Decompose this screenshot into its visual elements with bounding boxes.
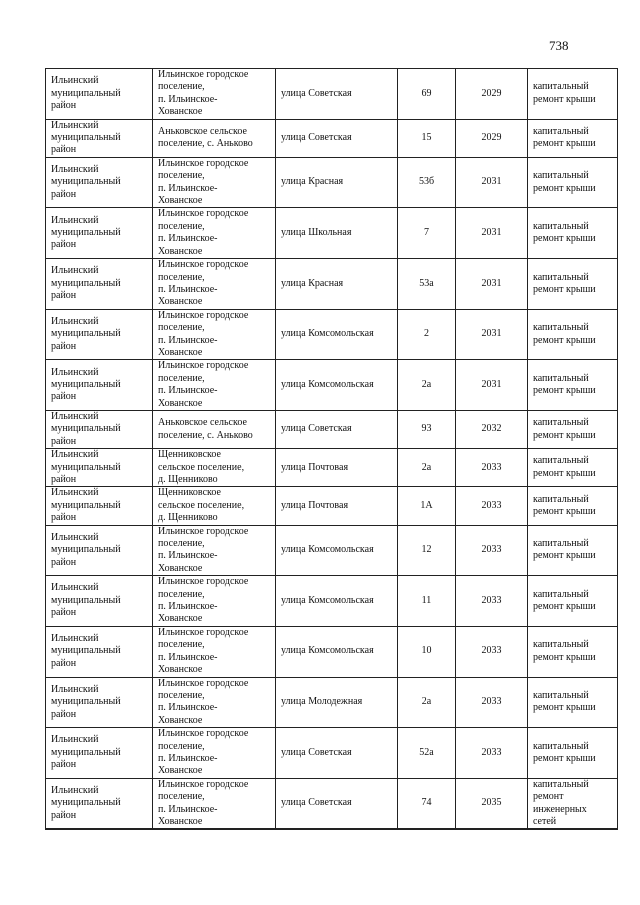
work-type-cell: капитальный ремонт крыши	[528, 728, 618, 779]
year-cell: 2032	[456, 410, 528, 448]
year-cell: 2031	[456, 259, 528, 310]
table-row	[46, 259, 618, 310]
house-number-cell: 12	[398, 525, 456, 576]
year-cell: 2033	[456, 626, 528, 677]
district-cell: Ильинский муниципальный район	[46, 259, 153, 310]
work-type-cell: капитальный ремонт крыши	[528, 449, 618, 487]
work-type-cell: капитальный ремонт крыши	[528, 487, 618, 525]
district-cell: Ильинский муниципальный район	[46, 778, 153, 829]
settlement-cell: Ильинское городское поселение, п. Ильинское- Хованское	[153, 576, 276, 627]
settlement-cell: Ильинское городское поселение, п. Ильинское- Хованское	[153, 69, 276, 120]
settlement-cell: Ильинское городское поселение, п. Ильинское- Хованское	[153, 157, 276, 208]
house-number-cell: 2а	[398, 449, 456, 487]
house-number-cell: 1А	[398, 487, 456, 525]
work-type-cell: капитальный ремонт крыши	[528, 626, 618, 677]
street-cell: улица Молодежная	[276, 677, 398, 728]
work-type-cell: капитальный ремонт крыши	[528, 69, 618, 120]
year-cell: 2031	[456, 208, 528, 259]
house-number-cell: 93	[398, 410, 456, 448]
district-cell: Ильинский муниципальный район	[46, 576, 153, 627]
table-row	[46, 309, 618, 360]
year-cell: 2029	[456, 119, 528, 157]
table-row	[46, 208, 618, 259]
table-row	[46, 410, 618, 448]
district-cell: Ильинский муниципальный район	[46, 69, 153, 120]
year-cell: 2035	[456, 778, 528, 829]
table-row	[46, 119, 618, 157]
house-number-cell: 11	[398, 576, 456, 627]
settlement-cell: Щенниковское сельское поселение, д. Щенниково	[153, 449, 276, 487]
year-cell: 2033	[456, 449, 528, 487]
street-cell: улица Комсомольская	[276, 360, 398, 411]
table-row	[46, 677, 618, 728]
work-type-cell: капитальный ремонт крыши	[528, 576, 618, 627]
settlement-cell: Ильинское городское поселение, п. Ильинское- Хованское	[153, 525, 276, 576]
year-cell: 2033	[456, 677, 528, 728]
street-cell: улица Комсомольская	[276, 576, 398, 627]
district-cell: Ильинский муниципальный район	[46, 309, 153, 360]
work-type-cell: капитальный ремонт крыши	[528, 259, 618, 310]
settlement-cell: Аньковское сельское поселение, с. Аньково	[153, 119, 276, 157]
table-body	[46, 69, 618, 830]
repair-schedule-table	[45, 68, 618, 830]
page-number: 738	[549, 38, 569, 53]
house-number-cell: 10	[398, 626, 456, 677]
house-number-cell: 74	[398, 778, 456, 829]
year-cell: 2033	[456, 576, 528, 627]
district-cell: Ильинский муниципальный район	[46, 360, 153, 411]
year-cell: 2033	[456, 728, 528, 779]
year-cell: 2031	[456, 309, 528, 360]
district-cell: Ильинский муниципальный район	[46, 449, 153, 487]
district-cell: Ильинский муниципальный район	[46, 677, 153, 728]
year-cell: 2033	[456, 487, 528, 525]
settlement-cell: Ильинское городское поселение, п. Ильинское- Хованское	[153, 360, 276, 411]
house-number-cell: 53а	[398, 259, 456, 310]
house-number-cell: 7	[398, 208, 456, 259]
district-cell: Ильинский муниципальный район	[46, 525, 153, 576]
settlement-cell: Ильинское городское поселение, п. Ильинское- Хованское	[153, 626, 276, 677]
work-type-cell: капитальный ремонт инженерных сетей	[528, 778, 618, 829]
street-cell: улица Советская	[276, 410, 398, 448]
house-number-cell: 15	[398, 119, 456, 157]
house-number-cell: 2а	[398, 360, 456, 411]
street-cell: улица Школьная	[276, 208, 398, 259]
settlement-cell: Ильинское городское поселение, п. Ильинское- Хованское	[153, 677, 276, 728]
house-number-cell: 2	[398, 309, 456, 360]
house-number-cell: 52а	[398, 728, 456, 779]
work-type-cell: капитальный ремонт крыши	[528, 309, 618, 360]
table-row	[46, 487, 618, 525]
year-cell: 2029	[456, 69, 528, 120]
street-cell: улица Комсомольская	[276, 626, 398, 677]
street-cell: улица Комсомольская	[276, 309, 398, 360]
district-cell: Ильинский муниципальный район	[46, 208, 153, 259]
table-row	[46, 360, 618, 411]
settlement-cell: Щенниковское сельское поселение, д. Щенниково	[153, 487, 276, 525]
table-row	[46, 626, 618, 677]
work-type-cell: капитальный ремонт крыши	[528, 360, 618, 411]
district-cell: Ильинский муниципальный район	[46, 157, 153, 208]
year-cell: 2031	[456, 157, 528, 208]
street-cell: улица Советская	[276, 119, 398, 157]
district-cell: Ильинский муниципальный район	[46, 487, 153, 525]
house-number-cell: 69	[398, 69, 456, 120]
house-number-cell: 2а	[398, 677, 456, 728]
district-cell: Ильинский муниципальный район	[46, 119, 153, 157]
work-type-cell: капитальный ремонт крыши	[528, 119, 618, 157]
street-cell: улица Советская	[276, 728, 398, 779]
work-type-cell: капитальный ремонт крыши	[528, 410, 618, 448]
street-cell: улица Советская	[276, 69, 398, 120]
table-row	[46, 576, 618, 627]
table-row	[46, 157, 618, 208]
work-type-cell: капитальный ремонт крыши	[528, 525, 618, 576]
district-cell: Ильинский муниципальный район	[46, 626, 153, 677]
settlement-cell: Ильинское городское поселение, п. Ильинское- Хованское	[153, 259, 276, 310]
street-cell: улица Красная	[276, 259, 398, 310]
street-cell: улица Почтовая	[276, 449, 398, 487]
house-number-cell: 53б	[398, 157, 456, 208]
work-type-cell: капитальный ремонт крыши	[528, 208, 618, 259]
table-row	[46, 69, 618, 120]
district-cell: Ильинский муниципальный район	[46, 410, 153, 448]
settlement-cell: Ильинское городское поселение, п. Ильинское- Хованское	[153, 208, 276, 259]
settlement-cell: Ильинское городское поселение, п. Ильинское- Хованское	[153, 728, 276, 779]
work-type-cell: капитальный ремонт крыши	[528, 677, 618, 728]
settlement-cell: Ильинское городское поселение, п. Ильинское- Хованское	[153, 309, 276, 360]
settlement-cell: Аньковское сельское поселение, с. Аньково	[153, 410, 276, 448]
street-cell: улица Почтовая	[276, 487, 398, 525]
year-cell: 2031	[456, 360, 528, 411]
table-row	[46, 778, 618, 829]
street-cell: улица Красная	[276, 157, 398, 208]
district-cell: Ильинский муниципальный район	[46, 728, 153, 779]
table-row	[46, 525, 618, 576]
street-cell: улица Советская	[276, 778, 398, 829]
work-type-cell: капитальный ремонт крыши	[528, 157, 618, 208]
table-row	[46, 728, 618, 779]
settlement-cell: Ильинское городское поселение, п. Ильинское- Хованское	[153, 778, 276, 829]
year-cell: 2033	[456, 525, 528, 576]
table-row	[46, 449, 618, 487]
street-cell: улица Комсомольская	[276, 525, 398, 576]
